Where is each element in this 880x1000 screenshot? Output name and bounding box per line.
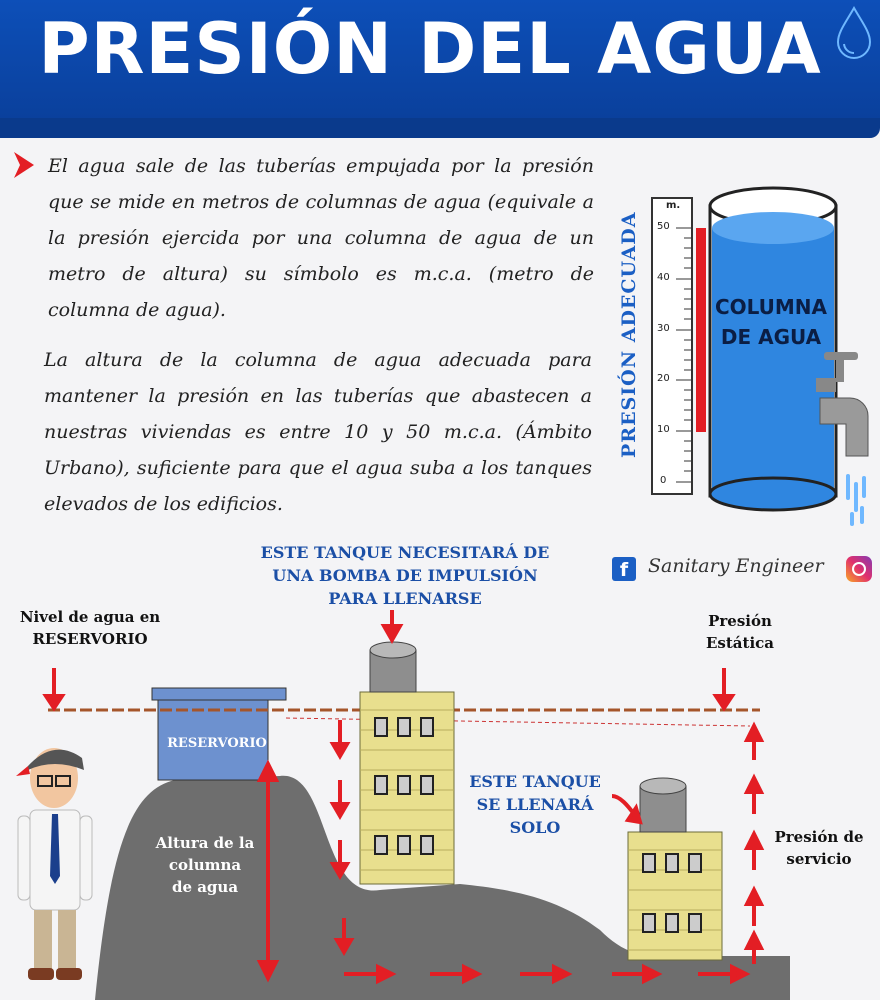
water-drop-icon	[832, 4, 876, 60]
adequate-pressure-label: PRESIÓN ADECUADA	[618, 211, 640, 458]
pump-note: ESTE TANQUE NECESITARÁ DE UNA BOMBA DE IMPULSIÓN PARA LLENARSE	[260, 543, 550, 608]
gauge-tick: 0	[660, 475, 667, 486]
service-pressure-label: Presión de servicio	[774, 828, 864, 868]
chevron-right-icon	[12, 150, 38, 180]
header-strip	[0, 118, 880, 138]
intro-paragraph: El agua sale de las tuberías empujada por la presión que se mide en metros de columnas de agua (equivale a la presión ejercida por una columna de agua de un metro de altura) su símbolo es m.c.a. (metro de columna de agua).	[48, 155, 594, 321]
gauge-tick: 50	[657, 221, 670, 232]
column-height-label: Altura de la columna de agua	[155, 834, 255, 896]
gauge-tick: 20	[657, 373, 670, 384]
page-title: PRESIÓN DEL AGUA	[38, 8, 822, 90]
column-height-paragraph: La altura de la columna de agua adecuada para mantener la presión en las tuberías que abastecen a nuestras viviendas es entre 10 y 50 m.c.a. (Ámbito Urbano), suficiente para que el agua suba a los tanques elevados de los edificios.	[44, 349, 592, 515]
gauge-tick: 40	[657, 272, 670, 283]
facebook-icon[interactable]: f	[612, 557, 636, 581]
reservoir-label: RESERVORIO	[167, 736, 267, 751]
reservoir-level-label: Nivel de agua en RESERVORIO	[19, 608, 161, 648]
credit-text: Sanitary Engineer	[648, 555, 824, 577]
self-fill-note: ESTE TANQUE SE LLENARÁ SOLO	[469, 772, 601, 837]
gauge-unit: m.	[666, 200, 681, 211]
instagram-icon[interactable]	[846, 556, 872, 582]
gauge-tick: 30	[657, 323, 670, 334]
pressure-diagram	[0, 600, 880, 1000]
engineer-character	[10, 736, 100, 984]
column-label: COLUMNA DE AGUA	[714, 295, 828, 349]
static-pressure-label: Presión Estática	[705, 612, 774, 652]
gauge-tick: 10	[657, 424, 670, 435]
water-column-gauge	[640, 170, 880, 550]
